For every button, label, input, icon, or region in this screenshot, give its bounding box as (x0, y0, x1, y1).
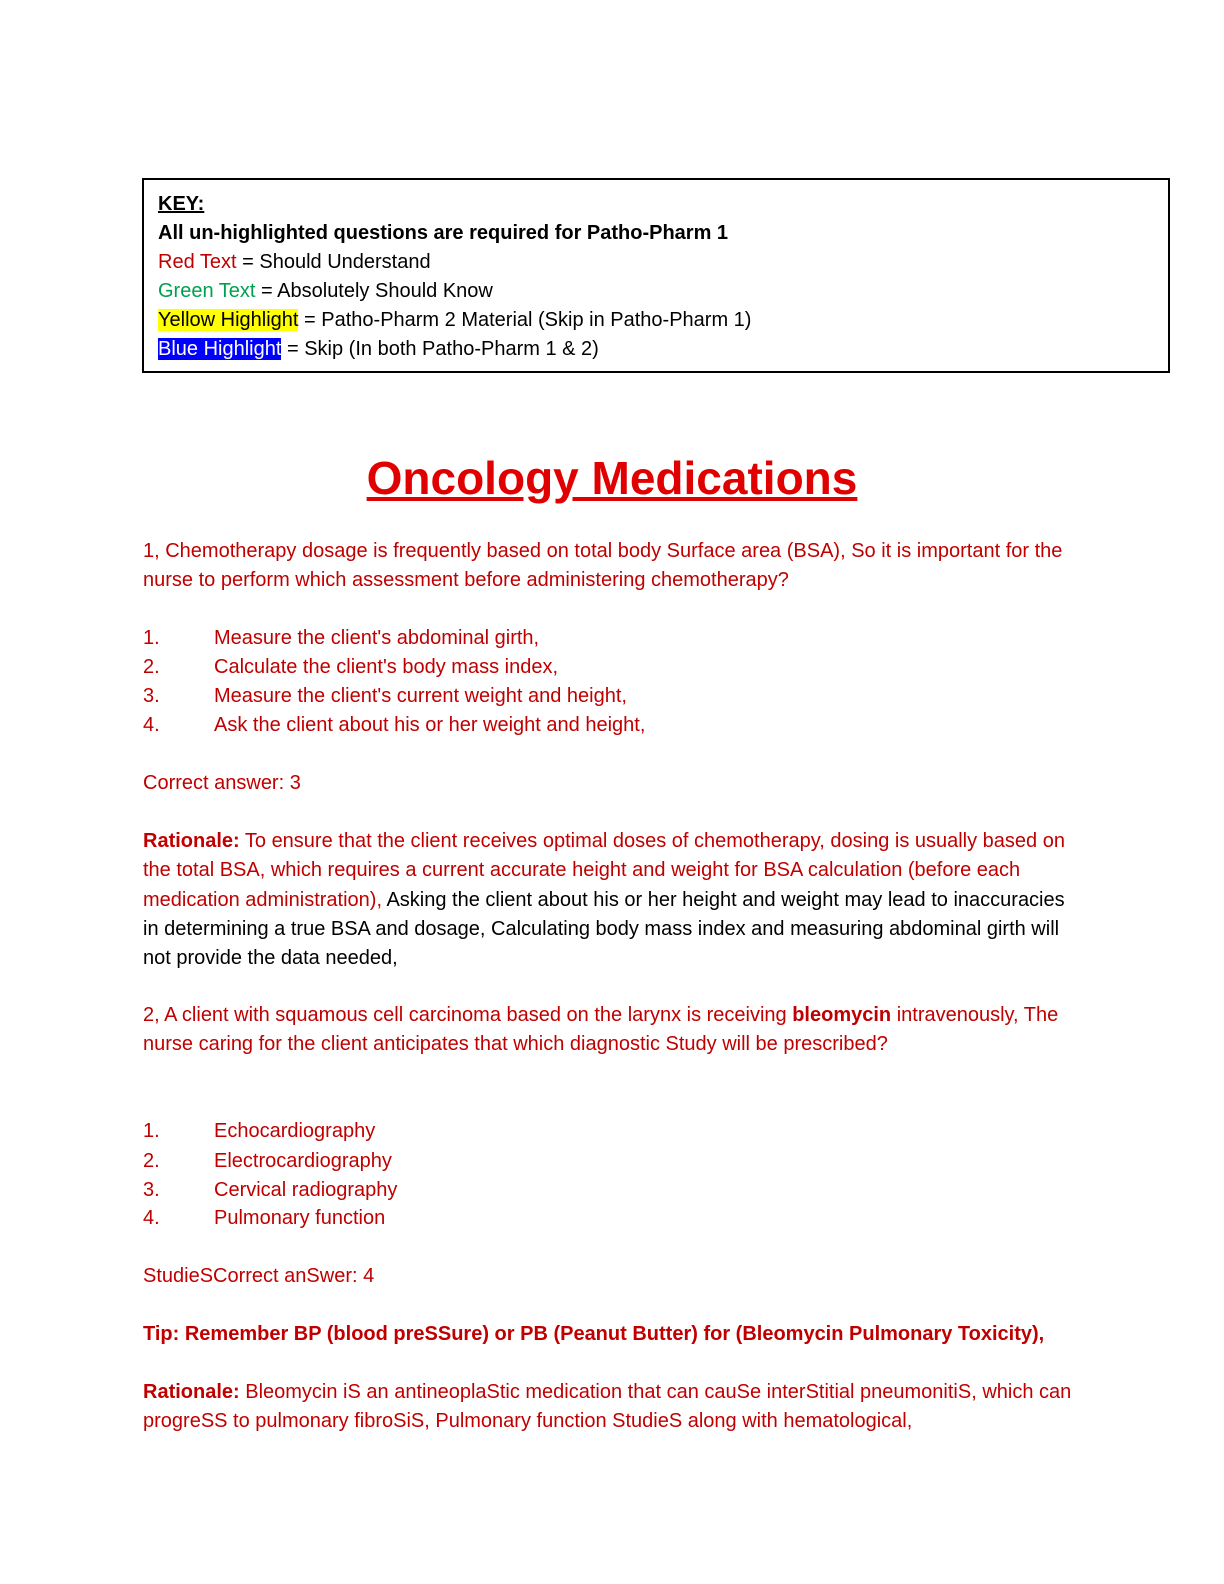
q2-tip: Tip: Remember BP (blood preSSure) or PB (Peanut Butter) for (Bleomycin Pulmonary Toxicity), (143, 1323, 1045, 1345)
q1-option-3 (143, 682, 627, 711)
q1-question: 1, Chemotherapy dosage is frequently based on total body Surface area (BSA), So it is important for the nurse to perform which assessment before administering chemotherapy? (143, 540, 1063, 592)
q1-correct-answer: Correct answer: 3 (143, 772, 301, 794)
q1-option-4 (143, 711, 645, 740)
page-title: Oncology Medications (366, 452, 858, 504)
q2-option-2-num: 2. (143, 1150, 160, 1172)
key-title: KEY: (158, 193, 205, 215)
q2-option-2 (143, 1147, 392, 1176)
key-yellow-label: Yellow Highlight (158, 309, 299, 331)
q2-option-1-num: 1. (143, 1120, 160, 1142)
q2-rationale (143, 1378, 1073, 1437)
q2-correct-answer: StudieSCorrect anSwer: 4 (143, 1265, 375, 1287)
q2-option-3-text: Cervical radiography (214, 1179, 398, 1201)
key-red-row (158, 248, 1154, 277)
q2-question-drug: bleomycin (792, 1004, 892, 1026)
q1-option-3-text: Measure the client's current weight and height, (214, 685, 627, 707)
key-blue-desc: = Skip (In both Patho-Pharm 1 & 2) (281, 338, 599, 360)
key-yellow-row (158, 306, 1154, 335)
q1-option-2-text: Calculate the client's body mass index, (214, 656, 558, 678)
q1-option-1-text: Measure the client's abdominal girth, (214, 627, 540, 649)
q2-question-start: 2, A client with squamous cell carcinoma based on the larynx is receiving (143, 1004, 793, 1026)
key-red-label: Red Text (158, 251, 237, 273)
q2-rationale-text: Bleomycin iS an antineoplaStic medication that can cauSe interStitial pneumonitiS, which can progreSS to pulmonary fibroSiS, Pulmonary function StudieS along with hematological, (143, 1381, 1072, 1433)
key-blue-row (158, 335, 1154, 364)
q2-option-1-text: Echocardiography (214, 1120, 376, 1142)
q1-option-2 (143, 653, 558, 682)
q2-question (143, 1001, 1073, 1060)
q2-option-4-text: Pulmonary function (214, 1207, 386, 1229)
q2-option-3 (143, 1176, 397, 1205)
key-red-desc: = Should Understand (236, 251, 431, 273)
key-blue-label: Blue Highlight (158, 338, 282, 360)
q1-option-4-text: Ask the client about his or her weight and height, (214, 714, 646, 736)
q1-option-3-num: 3. (143, 685, 160, 707)
q1-option-1 (143, 624, 539, 653)
q2-option-2-text: Electrocardiography (214, 1150, 392, 1172)
q2-option-4-num: 4. (143, 1207, 160, 1229)
key-legend-box (142, 178, 1170, 373)
q1-rationale-red: To ensure that the client receives optimal doses of chemotherapy, dosing is usually based on the total BSA, which requires a current accurate height and weight for BSA calculation (before each medication administration), (143, 830, 1065, 911)
key-yellow-desc: = Patho-Pharm 2 Material (Skip in Patho-Pharm 1) (298, 309, 752, 331)
q2-rationale-label: Rationale: (143, 1381, 240, 1403)
key-required-note: All un-highlighted questions are required for Patho-Pharm 1 (158, 222, 729, 244)
key-green-row (158, 277, 1154, 306)
q2-option-3-num: 3. (143, 1179, 160, 1201)
key-green-desc: = Absolutely Should Know (255, 280, 493, 302)
q1-rationale-black: Asking the client about his or her height and weight may lead to inaccuracies in determining a true BSA and dosage, Calculating body mass index and measuring abdominal girth will not provide the data needed, (143, 888, 1065, 970)
q1-option-1-num: 1. (143, 627, 160, 649)
q1-option-4-num: 4. (143, 714, 160, 736)
q1-option-2-num: 2. (143, 656, 160, 678)
q2-option-4 (143, 1204, 385, 1233)
q1-rationale-label: Rationale: (143, 830, 240, 852)
q1-rationale (143, 827, 1073, 973)
q2-question-end: intravenously, The nurse caring for the client anticipates that which diagnostic Study will be prescribed? (143, 1004, 1059, 1056)
q2-option-1 (143, 1117, 375, 1146)
key-green-label: Green Text (158, 280, 256, 302)
